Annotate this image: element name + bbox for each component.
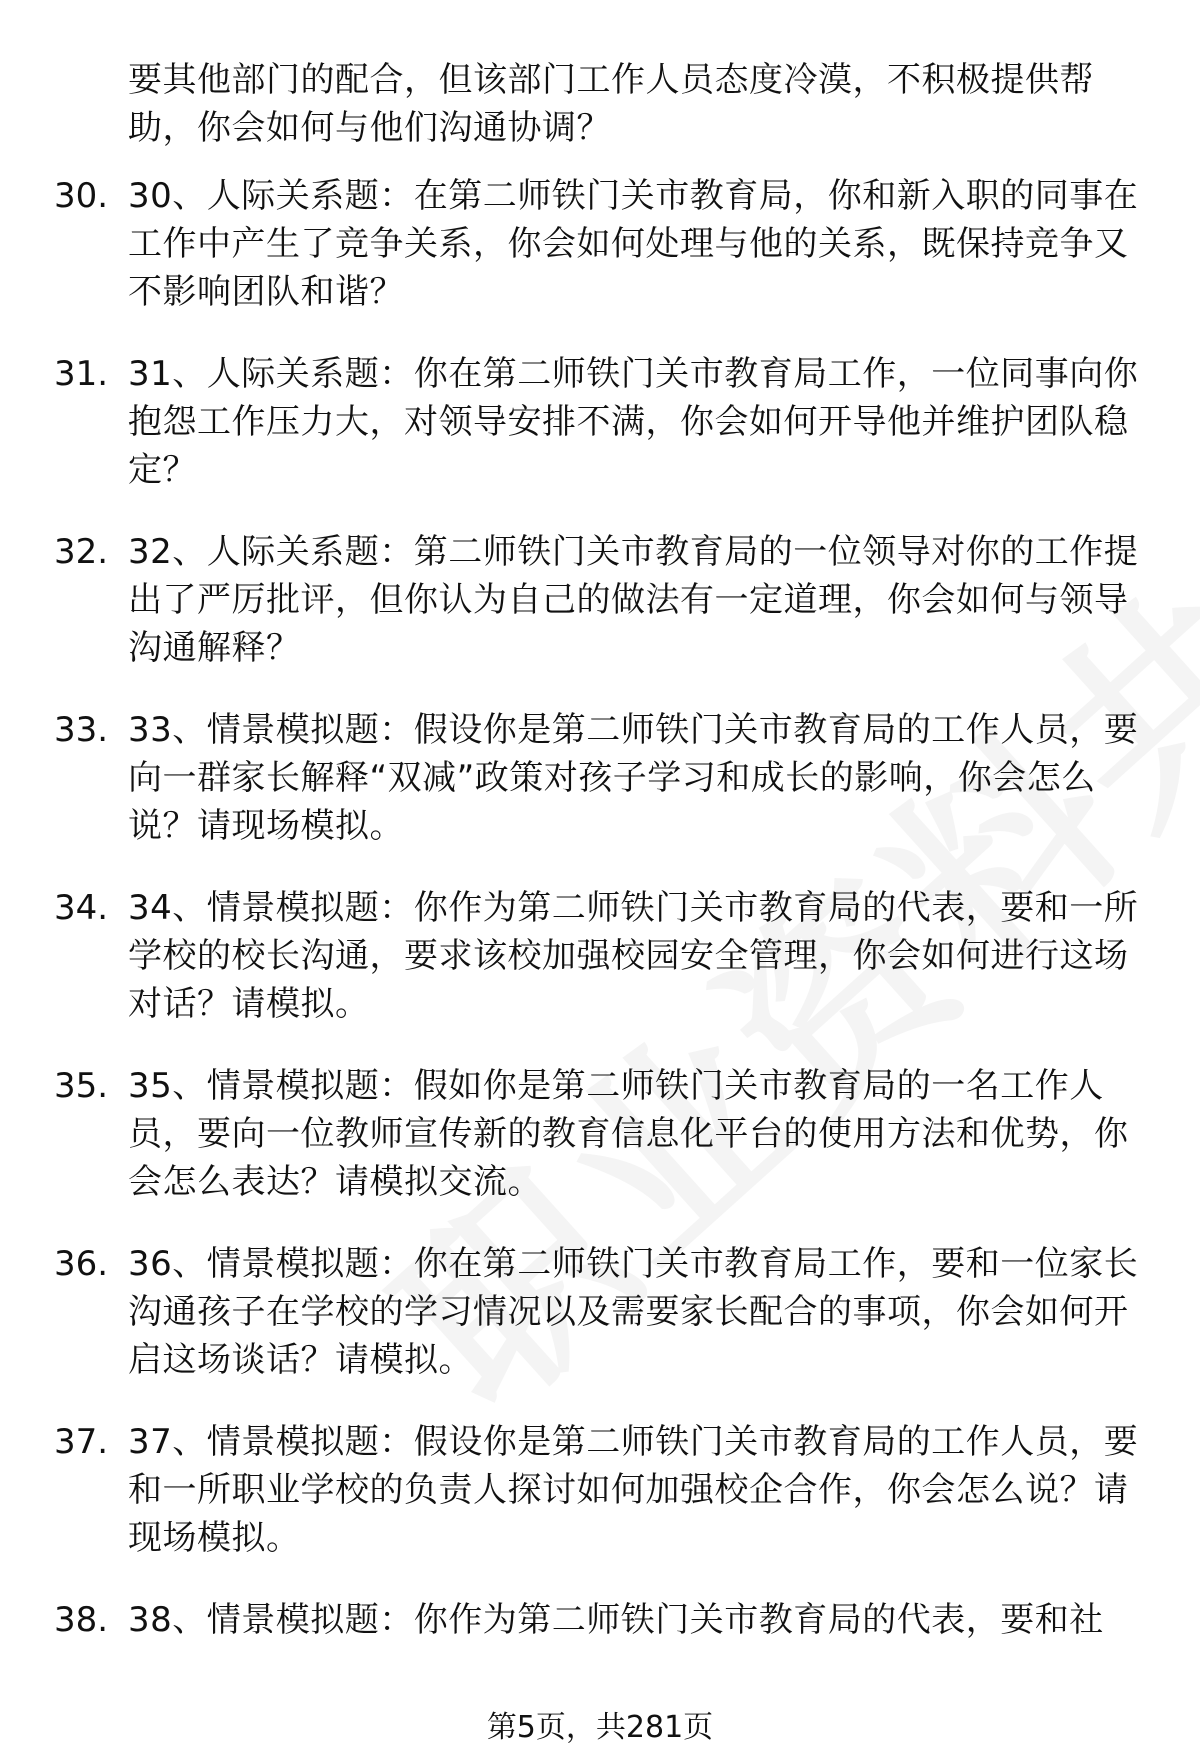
question-text: 36、情景模拟题：你在第二师铁门关市教育局工作，要和一位家长沟通孩子在学校的学习情况以及需要家长配合的事项，你会如何开启这场谈话？请模拟。 xyxy=(128,1244,1139,1380)
question-text: 32、人际关系题：第二师铁门关市教育局的一位领导对你的工作提出了严厉批评，但你认为自己的做法有一定道理，你会如何与领导沟通解释？ xyxy=(128,532,1139,668)
question-text: 35、情景模拟题：假如你是第二师铁门关市教育局的一名工作人员，要向一位教师宣传新的教育信息化平台的使用方法和优势，你会怎么表达？请模拟交流。 xyxy=(128,1066,1129,1202)
question-number: 37. xyxy=(54,1422,109,1462)
question-number: 31. xyxy=(54,354,109,394)
question-number: 36. xyxy=(54,1244,109,1284)
question-number: 38. xyxy=(54,1600,109,1640)
question-number: 32. xyxy=(54,532,109,572)
question-number: 33. xyxy=(54,710,109,750)
question-text: 38、情景模拟题：你作为第二师铁门关市教育局的代表，要和社 xyxy=(128,1600,1104,1640)
question-number: 35. xyxy=(54,1066,109,1106)
question-text: 30、人际关系题：在第二师铁门关市教育局，你和新入职的同事在工作中产生了竞争关系，你会如何处理与他的关系，既保持竞争又不影响团队和谐？ xyxy=(128,176,1139,312)
question-text: 33、情景模拟题：假设你是第二师铁门关市教育局的工作人员，要向一群家长解释“双减”政策对孩子学习和成长的影响，你会怎么说？请现场模拟。 xyxy=(128,710,1139,846)
page-footer: 第5页，共281页 xyxy=(486,1710,714,1745)
question-text: 34、情景模拟题：你作为第二师铁门关市教育局的代表，要和一所学校的校长沟通，要求该校加强校园安全管理，你会如何进行这场对话？请模拟。 xyxy=(128,888,1139,1024)
continuation-text: 要其他部门的配合，但该部门工作人员态度冷漠，不积极提供帮助，你会如何与他们沟通协调？ xyxy=(128,60,1094,148)
question-number: 34. xyxy=(54,888,109,928)
question-number: 30. xyxy=(54,176,109,216)
question-text: 37、情景模拟题：假设你是第二师铁门关市教育局的工作人员，要和一所职业学校的负责人探讨如何加强校企合作，你会怎么说？请现场模拟。 xyxy=(128,1422,1139,1558)
question-text: 31、人际关系题：你在第二师铁门关市教育局工作，一位同事向你抱怨工作压力大，对领导安排不满，你会如何开导他并维护团队稳定？ xyxy=(128,354,1139,490)
